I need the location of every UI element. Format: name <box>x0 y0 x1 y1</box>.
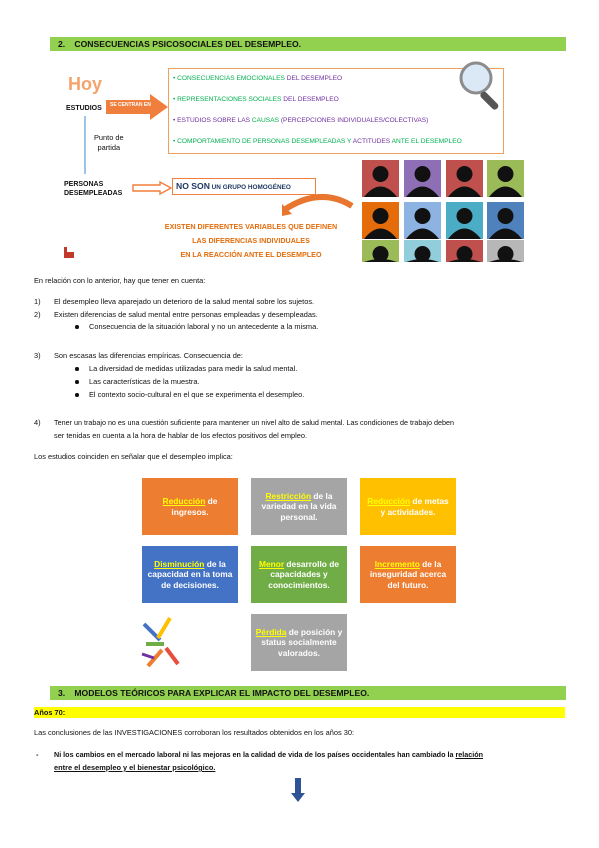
bullet <box>75 367 79 371</box>
effect-tile <box>360 546 456 603</box>
effect-tile <box>251 478 347 535</box>
punto-line-2: partida <box>97 143 121 152</box>
item-number: 3) <box>34 351 41 360</box>
bullet <box>75 380 79 384</box>
magnifier-icon <box>456 58 508 114</box>
tile-text: de posición y status socialmente valorados. <box>261 626 343 658</box>
variables-banner-line-3: EN LA REACCIÓN ANTE EL DESEMPLEO <box>180 250 322 259</box>
arrow-down-icon <box>291 778 305 802</box>
tile-keyword: Incremento <box>374 558 420 569</box>
effect-tile <box>142 478 238 535</box>
dash: - <box>36 750 39 759</box>
item-number: 4) <box>34 418 41 427</box>
person-silhouette-icon <box>487 202 524 239</box>
item-text: Tener un trabajo no es una cuestión suficiente para mantener un nivel alto de salud mental. Las condiciones de trabajo deben <box>54 418 454 427</box>
last-line-1 <box>54 750 483 760</box>
person-silhouette-icon <box>362 240 399 262</box>
variables-banner-line-2: LAS DIFERENCIAS INDIVIDUALES <box>192 236 310 245</box>
person-silhouette-icon <box>362 160 399 197</box>
person-silhouette-icon <box>404 160 441 197</box>
bullet <box>75 393 79 397</box>
studies-list-box <box>168 68 504 154</box>
item-text-cont: ser tenidas en cuenta a la hora de hablar de los efectos positivos del empleo. <box>54 431 308 440</box>
item-text: Son escasas las diferencias empíricas. Consecuencia de: <box>54 351 243 360</box>
connector-line <box>84 116 86 174</box>
arrows-graphic-icon <box>140 614 182 672</box>
list-item: • REPRESENTACIONES SOCIALES DEL DESEMPLEO <box>173 96 339 103</box>
tile-keyword: Reducción <box>367 496 411 506</box>
tile-text: desarrollo de capacidades y conocimientos. <box>268 558 340 590</box>
tile-keyword: Disminución <box>154 558 205 569</box>
effects-intro: Los estudios coinciden en señalar que el desempleo implica: <box>34 452 233 461</box>
tile-text: de la inseguridad acerca del futuro. <box>369 558 447 590</box>
tile-text: de ingresos. <box>171 496 218 517</box>
person-silhouette-icon <box>362 202 399 239</box>
subitem-text: Consecuencia de la situación laboral y no un antecedente a la misma. <box>89 322 319 331</box>
relation-text: relación <box>455 750 484 759</box>
tile-text: de la capacidad en la toma de decisiones. <box>147 558 233 590</box>
effect-tile <box>251 546 347 603</box>
person-silhouette-icon <box>446 202 483 239</box>
effect-tile <box>360 478 456 535</box>
section-number: 3. <box>58 688 66 698</box>
effect-tile <box>251 614 347 671</box>
section-3-header <box>50 686 566 700</box>
anos70-label: Años 70: <box>34 708 66 717</box>
estudios-label: ESTUDIOS <box>66 105 102 112</box>
personas-line-1: PERSONAS <box>64 181 104 188</box>
variables-banner-line-1: EXISTEN DIFERENTES VARIABLES QUE DEFINEN <box>164 222 338 231</box>
subitem-text: Las características de la muestra. <box>89 377 200 386</box>
item-text: Existen diferencias de salud mental entre personas empleadas y desempleadas. <box>54 310 318 319</box>
item-number: 1) <box>34 297 41 306</box>
bullet <box>75 325 79 329</box>
punto-line-1: Punto de <box>94 133 124 142</box>
item-text: El desempleo lleva aparejado un deterioro de la salud mental sobre los sujetos. <box>54 297 315 306</box>
grupo-text: UN GRUPO HOMOGÉNEO <box>209 184 291 191</box>
arrow-label: SE CENTRAN EN <box>110 102 151 108</box>
hoy-label: Hoy <box>68 74 103 94</box>
person-silhouette-icon <box>487 160 524 197</box>
personas-line-2: DESEMPLEADAS <box>64 190 123 197</box>
list-item: • ESTUDIOS SOBRE LAS CAUSAS (PERCEPCIONES INDIVIDUALES/COLECTIVAS) <box>173 117 429 124</box>
section-2-header <box>50 37 566 51</box>
tile-text: de metas y actividades. <box>380 496 449 517</box>
no-son-text: NO SON <box>176 181 210 191</box>
effect-tile <box>142 546 238 603</box>
list-item: • COMPORTAMIENTO DE PERSONAS DESEMPLEADAS Y ACTITUDES ANTE EL DESEMPLEO <box>173 138 462 145</box>
tile-keyword: Menor <box>258 558 285 569</box>
curved-arrow-icon <box>282 188 358 218</box>
person-pointer-icon <box>62 246 76 260</box>
tile-keyword: Pérdida <box>255 626 287 637</box>
list-item: • CONSECUENCIAS EMOCIONALES DEL DESEMPLEO <box>173 75 343 82</box>
section-title: MODELOS TEÓRICOS PARA EXPLICAR EL IMPACTO DEL DESEMPLEO. <box>74 688 370 698</box>
person-silhouette-icon <box>446 240 483 262</box>
tile-keyword: Reducción <box>162 496 206 506</box>
person-silhouette-icon <box>487 240 524 262</box>
last-line-2: entre el desempleo y el bienestar psicológico. <box>54 763 216 772</box>
intro-paragraph: En relación con lo anterior, hay que tener en cuenta: <box>34 276 206 285</box>
anos70-highlight <box>34 707 565 718</box>
item-number: 2) <box>34 310 41 319</box>
subitem-text: El contexto socio-cultural en el que se experimenta el desempleo. <box>89 390 305 399</box>
person-silhouette-icon <box>404 202 441 239</box>
last-text: Ni los cambios en el mercado laboral ni las mejoras en la calidad de vida de los países occidentales han cambiado la <box>54 750 456 759</box>
tile-keyword: Restricción <box>265 490 312 501</box>
section-title: CONSECUENCIAS PSICOSOCIALES DEL DESEMPLEO. <box>74 39 302 49</box>
conclusions-paragraph: Las conclusiones de las INVESTIGACIONES corroboran los resultados obtenidos en los años 30: <box>34 728 355 737</box>
person-silhouette-icon <box>404 240 441 262</box>
section-number: 2. <box>58 39 66 49</box>
subitem-text: La diversidad de medidas utilizadas para medir la salud mental. <box>89 364 298 373</box>
punto-de-partida <box>94 133 124 153</box>
arrow-right-outline-icon <box>132 181 172 195</box>
personas-label <box>64 180 122 198</box>
person-silhouette-icon <box>446 160 483 197</box>
tile-text: de la variedad en la vida personal. <box>261 490 337 522</box>
